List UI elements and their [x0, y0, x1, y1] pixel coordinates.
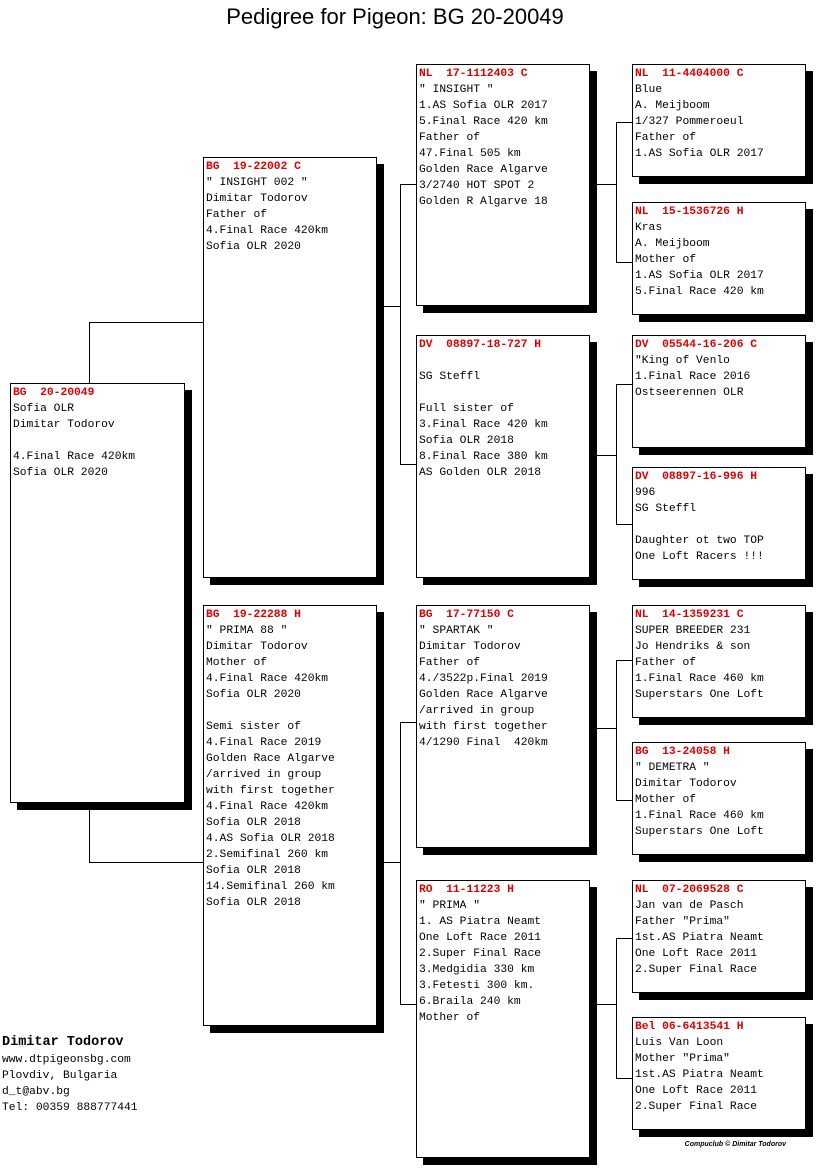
connector-line — [616, 660, 617, 800]
card-line: 1.Final Race 2016 — [635, 371, 751, 383]
card-line: 5.Final Race 420 km — [419, 116, 548, 128]
connector-line — [597, 184, 616, 185]
card-line: Mother of — [206, 657, 268, 669]
owner-location: Plovdiv, Bulgaria — [2, 1070, 118, 1082]
card-line: One Loft Race 2011 — [635, 1085, 758, 1097]
card-line: Superstars One Loft — [635, 826, 764, 838]
ring-number: NL 11-4404000 C — [635, 68, 744, 80]
great-grandparent-card — [632, 202, 806, 315]
connector-line — [616, 660, 632, 661]
card-line: 14.Semifinal 260 km — [206, 881, 335, 893]
maternal-grandfather-card — [416, 605, 590, 848]
connector-line — [384, 306, 400, 307]
great-grandparent-card — [632, 742, 806, 855]
card-line: 4.Final Race 420km — [13, 451, 136, 463]
card-line: Ostseerennen OLR — [635, 387, 744, 399]
owner-website[interactable]: www.dtpigeonsbg.com — [2, 1054, 131, 1066]
card-line: 1/327 Pommeroeul — [635, 116, 744, 128]
connector-line — [616, 262, 632, 263]
card-line: " DEMETRA " — [635, 762, 710, 774]
ring-number: BG 19-22002 C — [206, 161, 301, 173]
ring-number: BG 20-20049 — [13, 387, 95, 399]
connector-line — [616, 384, 617, 524]
ring-number: BG 17-77150 C — [419, 609, 514, 621]
card-line: Blue — [635, 84, 663, 96]
card-line: 1st.AS Piatra Neamt — [635, 932, 764, 944]
connector-line — [616, 938, 617, 1078]
connector-line — [597, 1004, 616, 1005]
ring-number: Bel 06-6413541 H — [635, 1021, 744, 1033]
card-line: 2.Semifinal 260 km — [206, 849, 329, 861]
connector-line — [616, 1078, 632, 1079]
card-line: 3.Medgidia 330 km — [419, 964, 535, 976]
owner-contact — [2, 1034, 138, 1116]
card-line: Sofia OLR 2020 — [13, 467, 108, 479]
ring-number: DV 05544-16-206 C — [635, 339, 758, 351]
card-line: A. Meijboom — [635, 238, 710, 250]
paternal-grandmother-card — [416, 335, 590, 578]
card-line: 8.Final Race 380 km — [419, 451, 548, 463]
card-line: 4.Final Race 420km — [206, 225, 329, 237]
card-line: Father of — [419, 657, 481, 669]
card-line: SUPER BREEDER 231 — [635, 625, 751, 637]
connector-line — [89, 322, 204, 323]
card-line: 1.AS Sofia OLR 2017 — [635, 148, 764, 160]
connector-line — [616, 524, 632, 525]
card-line: Dimitar Todorov — [206, 641, 308, 653]
ring-number: DV 08897-18-727 H — [419, 339, 542, 351]
ring-number: NL 14-1359231 C — [635, 609, 744, 621]
ring-number: RO 11-11223 H — [419, 884, 514, 896]
card-line: with first together — [419, 721, 548, 733]
card-line: " PRIMA 88 " — [206, 625, 288, 637]
connector-line — [616, 122, 617, 262]
card-line: 1. AS Piatra Neamt — [419, 916, 542, 928]
connector-line — [400, 722, 401, 1004]
card-line: Father of — [635, 657, 697, 669]
card-line: Golden Race Algarve — [419, 164, 548, 176]
page-title: Pedigree for Pigeon: BG 20-20049 — [226, 4, 564, 29]
great-grandparent-card — [632, 335, 806, 448]
card-line: 3/2740 HOT SPOT 2 — [419, 180, 535, 192]
card-line: "King of Venlo — [635, 355, 730, 367]
owner-email[interactable]: d_t@abv.bg — [2, 1086, 70, 1098]
card-line: " INSIGHT " — [419, 84, 494, 96]
card-line: Daughter ot two TOP — [635, 535, 764, 547]
card-line: /arrived in group — [206, 769, 322, 781]
card-line: Mother "Prima" — [635, 1053, 730, 1065]
ring-number: NL 15-1536726 H — [635, 206, 744, 218]
card-line: Golden Race Algarve — [206, 753, 335, 765]
card-line: Mother of — [635, 794, 697, 806]
card-line: Father of — [419, 132, 481, 144]
card-line: /arrived in group — [419, 705, 535, 717]
great-grandparent-card — [632, 880, 806, 993]
card-line — [206, 703, 374, 719]
ring-number: NL 17-1112403 C — [419, 68, 528, 80]
owner-name: Dimitar Todorov — [2, 1035, 124, 1050]
card-line: 47.Final 505 km — [419, 148, 521, 160]
maternal-grandmother-card — [416, 880, 590, 1158]
connector-line — [400, 1004, 416, 1005]
card-line: Father of — [635, 132, 697, 144]
card-line: with first together — [206, 785, 335, 797]
card-line: Dimitar Todorov — [635, 778, 737, 790]
card-line: Superstars One Loft — [635, 689, 764, 701]
subject-pigeon-card — [10, 383, 185, 803]
card-line: Full sister of — [419, 403, 514, 415]
connector-line — [597, 455, 616, 456]
connector-line — [400, 722, 416, 723]
card-line: 2.Super Final Race — [635, 1101, 758, 1113]
card-line: Sofia OLR 2018 — [206, 817, 301, 829]
ring-number: DV 08897-16-996 H — [635, 471, 758, 483]
card-line: Golden Race Algarve — [419, 689, 548, 701]
card-line: Sofia OLR 2020 — [206, 689, 301, 701]
great-grandparent-card — [632, 605, 806, 718]
paternal-grandfather-card — [416, 64, 590, 306]
card-line: 4.Final Race 420km — [206, 801, 329, 813]
connector-line — [89, 862, 204, 863]
card-line: 2.Super Final Race — [635, 964, 758, 976]
connector-line — [400, 184, 401, 464]
ring-number: BG 13-24058 H — [635, 746, 730, 758]
connector-line — [616, 938, 632, 939]
connector-line — [89, 802, 90, 862]
card-line: 4./3522p.Final 2019 — [419, 673, 548, 685]
card-line: Dimitar Todorov — [13, 419, 115, 431]
connector-line — [616, 384, 632, 385]
card-line: 3.Fetesti 300 km. — [419, 980, 535, 992]
card-line: Sofia OLR 2018 — [419, 435, 514, 447]
connector-line — [89, 322, 90, 384]
card-line: 4.Final Race 2019 — [206, 737, 322, 749]
card-line — [635, 517, 803, 533]
card-line: Golden R Algarve 18 — [419, 196, 548, 208]
card-line: Mother of — [419, 1012, 481, 1024]
ring-number: NL 07-2069528 C — [635, 884, 744, 896]
owner-phone: Tel: 00359 888777441 — [2, 1102, 138, 1114]
great-grandparent-card — [632, 1017, 806, 1130]
card-line: Kras — [635, 222, 663, 234]
card-line: 4.Final Race 420km — [206, 673, 329, 685]
card-line: Jo Hendriks & son — [635, 641, 751, 653]
card-line: Sofia OLR 2018 — [206, 865, 301, 877]
ring-number: BG 19-22288 H — [206, 609, 301, 621]
card-line — [419, 385, 587, 401]
card-line: 2.Super Final Race — [419, 948, 542, 960]
card-line: 1.Final Race 460 km — [635, 673, 764, 685]
card-line: Sofia OLR 2018 — [206, 897, 301, 909]
connector-line — [616, 122, 632, 123]
card-line: One Loft Race 2011 — [419, 932, 542, 944]
card-line: Luis Van Loon — [635, 1037, 724, 1049]
card-line: 3.Final Race 420 km — [419, 419, 548, 431]
card-line: " INSIGHT 002 " — [206, 177, 308, 189]
card-line: Semi sister of — [206, 721, 301, 733]
card-line: Father of — [206, 209, 268, 221]
card-line: SG Steffl — [635, 503, 697, 515]
card-line: Father "Prima" — [635, 916, 730, 928]
card-line — [13, 433, 182, 449]
card-line: " SPARTAK " — [419, 625, 494, 637]
card-line: 1.AS Sofia OLR 2017 — [419, 100, 548, 112]
card-line: Sofia OLR 2020 — [206, 241, 301, 253]
card-line: One Loft Race 2011 — [635, 948, 758, 960]
connector-line — [400, 184, 416, 185]
card-line: 4/1290 Final 420km — [419, 737, 548, 749]
card-line: 996 — [635, 487, 656, 499]
card-line: Jan van de Pasch — [635, 900, 744, 912]
connector-line — [616, 800, 632, 801]
card-line: A. Meijboom — [635, 100, 710, 112]
card-line: 4.AS Sofia OLR 2018 — [206, 833, 335, 845]
card-line: Sofia OLR — [13, 403, 75, 415]
card-line: 5.Final Race 420 km — [635, 286, 764, 298]
card-line: One Loft Racers !!! — [635, 551, 764, 563]
card-line: Mother of — [635, 254, 697, 266]
card-line — [419, 353, 587, 369]
card-line: 1.Final Race 460 km — [635, 810, 764, 822]
great-grandparent-card — [632, 64, 806, 177]
card-line: AS Golden OLR 2018 — [419, 467, 542, 479]
footer-credit: Compuclub © Dimitar Todorov — [684, 1141, 786, 1148]
mother-card — [203, 605, 377, 1026]
card-line: 1.AS Sofia OLR 2017 — [635, 270, 764, 282]
connector-line — [400, 464, 416, 465]
card-line: 1st.AS Piatra Neamt — [635, 1069, 764, 1081]
connector-line — [597, 728, 616, 729]
card-line: " PRIMA " — [419, 900, 481, 912]
father-card — [203, 157, 377, 578]
card-line: SG Steffl — [419, 371, 481, 383]
card-line: Dimitar Todorov — [419, 641, 521, 653]
connector-line — [384, 862, 400, 863]
great-grandparent-card — [632, 467, 806, 580]
card-line: 6.Braila 240 km — [419, 996, 521, 1008]
card-line: Dimitar Todorov — [206, 193, 308, 205]
